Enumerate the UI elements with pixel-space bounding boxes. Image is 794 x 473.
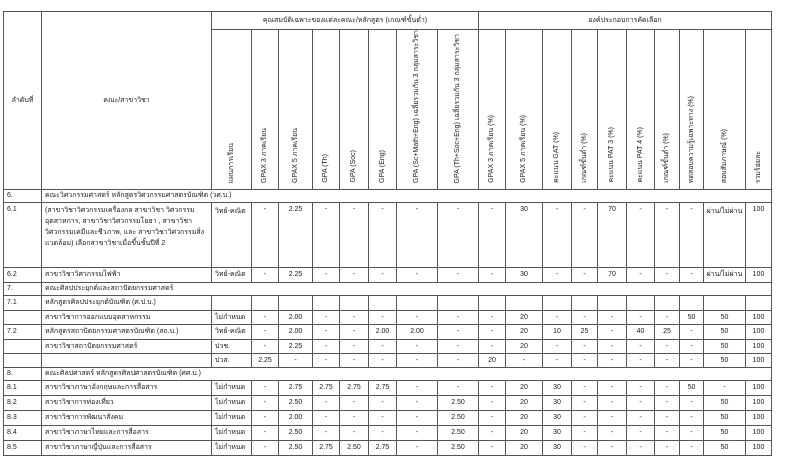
- table-cell: -: [252, 410, 279, 425]
- table-cell: -: [655, 339, 680, 353]
- table-cell: 20: [506, 395, 543, 410]
- table-cell: -: [313, 353, 340, 367]
- table-cell: ไม่กำหนด: [212, 425, 252, 440]
- table-cell: 100: [746, 425, 772, 440]
- section-number: 6.: [4, 189, 42, 202]
- table-cell: 70: [598, 202, 627, 267]
- header-group-qualifications: คุณสมบัติเฉพาะของแต่ละคณะ/หลักสูตร (เกณฑ์ขั้นต่ำ): [212, 12, 479, 30]
- table-cell: 20: [506, 324, 543, 339]
- table-cell: -: [369, 410, 397, 425]
- column-header: แผนการเรียน: [212, 30, 252, 190]
- program-name: สาขาวิชาวิศวกรรมไฟฟ้า: [42, 267, 212, 282]
- table-row: [4, 339, 772, 353]
- table-cell: -: [655, 202, 680, 267]
- table-cell: -: [340, 410, 369, 425]
- table-cell: [279, 295, 313, 310]
- table-cell: -: [438, 267, 479, 282]
- column-header: GPA (Th+Soc+Eng) เฉลี่ยรวมกัน 3 กลุ่มสาระวิชา: [438, 30, 479, 190]
- row-number: [4, 310, 42, 324]
- column-header: GPA (Sc+Math+Eng) เฉลี่ยรวมกัน 3 กลุ่มสาระวิชา: [397, 30, 438, 190]
- column-header: รวมร้อยละ: [746, 30, 772, 190]
- table-cell: -: [598, 324, 627, 339]
- table-row: [4, 310, 772, 324]
- table-cell: -: [313, 410, 340, 425]
- table-cell: -: [340, 353, 369, 367]
- table-cell: 2.25: [252, 353, 279, 367]
- table-cell: -: [655, 440, 680, 455]
- table-cell: -: [680, 425, 704, 440]
- table-cell: -: [627, 353, 655, 367]
- column-header: GPA (Soc): [340, 30, 369, 190]
- table-cell: [397, 295, 438, 310]
- table-cell: 2.00: [279, 410, 313, 425]
- row-number: 8.2: [4, 395, 42, 410]
- program-name: [42, 353, 212, 367]
- table-cell: -: [680, 395, 704, 410]
- table-cell: 50: [704, 310, 746, 324]
- table-cell: [627, 295, 655, 310]
- table-cell: 25: [655, 324, 680, 339]
- row-number: 7.2: [4, 324, 42, 339]
- table-cell: -: [479, 202, 506, 267]
- table-cell: -: [627, 425, 655, 440]
- table-cell: -: [572, 339, 598, 353]
- table-cell: วิทย์-คณิต: [212, 202, 252, 267]
- column-header: GPA (Eng): [369, 30, 397, 190]
- table-cell: 2.50: [279, 440, 313, 455]
- table-cell: -: [313, 425, 340, 440]
- table-cell: -: [438, 324, 479, 339]
- table-cell: -: [655, 310, 680, 324]
- program-name: สาขาวิชาการท่องเที่ยว: [42, 395, 212, 410]
- table-cell: -: [680, 353, 704, 367]
- table-cell: [655, 295, 680, 310]
- table-cell: 2.75: [313, 440, 340, 455]
- table-cell: -: [543, 353, 572, 367]
- column-header: GPAX 5 ภาคเรียน (%): [506, 30, 543, 190]
- column-header: GPAX 3 ภาคเรียน (%): [479, 30, 506, 190]
- table-cell: -: [680, 324, 704, 339]
- table-cell: -: [313, 267, 340, 282]
- section-title: คณะวิศวกรรมศาสตร์ หลักสูตรวิศวกรรมศาสตรบัณฑิต (วศ.บ.): [42, 189, 772, 202]
- table-cell: -: [598, 310, 627, 324]
- table-cell: -: [704, 380, 746, 395]
- table-cell: -: [543, 202, 572, 267]
- table-cell: [543, 295, 572, 310]
- table-cell: -: [252, 339, 279, 353]
- section-row: [4, 189, 772, 202]
- table-cell: -: [397, 410, 438, 425]
- table-cell: ผ่าน/ไม่ผ่าน: [704, 202, 746, 267]
- table-cell: -: [680, 339, 704, 353]
- table-cell: 2.00: [279, 310, 313, 324]
- table-cell: 50: [704, 339, 746, 353]
- table-cell: -: [340, 202, 369, 267]
- table-cell: -: [572, 310, 598, 324]
- table-cell: -: [680, 440, 704, 455]
- table-cell: -: [252, 380, 279, 395]
- table-cell: -: [572, 425, 598, 440]
- table-cell: -: [572, 353, 598, 367]
- table-row: [4, 295, 772, 310]
- table-cell: 20: [506, 425, 543, 440]
- section-title: คณะศิลปศาสตร์ หลักสูตรศิลปศาสตรบัณฑิต (ศศ.บ.): [42, 367, 772, 380]
- table-cell: [506, 295, 543, 310]
- table-cell: -: [340, 267, 369, 282]
- table-cell: -: [479, 440, 506, 455]
- table-cell: 100: [746, 410, 772, 425]
- table-cell: 2.50: [438, 425, 479, 440]
- section-number: 8.: [4, 367, 42, 380]
- table-cell: 2.75: [313, 380, 340, 395]
- table-cell: วิทย์-คณิต: [212, 267, 252, 282]
- column-header: คะแนน GAT (%): [543, 30, 572, 190]
- table-cell: -: [397, 353, 438, 367]
- table-cell: -: [572, 395, 598, 410]
- table-cell: 20: [506, 310, 543, 324]
- table-cell: -: [627, 339, 655, 353]
- row-number: 8.5: [4, 440, 42, 455]
- table-cell: -: [369, 310, 397, 324]
- table-cell: 2.25: [279, 339, 313, 353]
- table-cell: -: [397, 267, 438, 282]
- table-row: [4, 440, 772, 455]
- table-cell: -: [479, 410, 506, 425]
- table-cell: -: [438, 310, 479, 324]
- table-cell: -: [369, 353, 397, 367]
- table-cell: ปวช.: [212, 339, 252, 353]
- table-cell: -: [340, 324, 369, 339]
- table-cell: 30: [543, 425, 572, 440]
- table-cell: 100: [746, 202, 772, 267]
- row-number: [4, 339, 42, 353]
- column-header: ทดสอบความรู้เฉพาะทาง (%): [680, 30, 704, 190]
- table-cell: [479, 295, 506, 310]
- table-cell: -: [397, 395, 438, 410]
- table-cell: -: [598, 440, 627, 455]
- table-cell: -: [479, 267, 506, 282]
- table-cell: -: [313, 202, 340, 267]
- table-cell: ไม่กำหนด: [212, 410, 252, 425]
- column-header: คะแนน PAT 3 (%): [598, 30, 627, 190]
- table-cell: -: [369, 202, 397, 267]
- column-header: GPA (Th): [313, 30, 340, 190]
- header-seq: ลำดับที่: [4, 12, 42, 190]
- table-cell: [313, 295, 340, 310]
- table-cell: 70: [598, 267, 627, 282]
- header-group-selection: องค์ประกอบการคัดเลือก: [479, 12, 772, 30]
- table-cell: 100: [746, 440, 772, 455]
- table-cell: -: [680, 267, 704, 282]
- section-row: [4, 282, 772, 295]
- column-header: เกณฑ์ขั้นต่ำ (%): [655, 30, 680, 190]
- program-name: สาขาวิชาภาษาญี่ปุ่นและการสื่อสาร: [42, 440, 212, 455]
- program-name: สาขาวิชาสถาปัตยกรรมศาสตร์: [42, 339, 212, 353]
- table-cell: 50: [704, 395, 746, 410]
- table-cell: -: [655, 353, 680, 367]
- table-cell: 2.50: [340, 440, 369, 455]
- table-cell: -: [252, 425, 279, 440]
- table-cell: -: [627, 410, 655, 425]
- table-cell: -: [369, 395, 397, 410]
- table-cell: 50: [680, 310, 704, 324]
- table-cell: -: [313, 310, 340, 324]
- table-cell: -: [598, 353, 627, 367]
- table-cell: -: [543, 339, 572, 353]
- table-cell: [704, 295, 746, 310]
- program-name: สาขาวิชาภาษาอังกฤษและการสื่อสาร: [42, 380, 212, 395]
- table-cell: 30: [543, 380, 572, 395]
- table-cell: 2.00: [369, 324, 397, 339]
- table-cell: -: [572, 267, 598, 282]
- table-cell: 30: [506, 267, 543, 282]
- table-cell: [369, 295, 397, 310]
- table-cell: 2.00: [397, 324, 438, 339]
- table-cell: -: [655, 380, 680, 395]
- table-cell: -: [340, 425, 369, 440]
- program-name: (สาขาวิชาวิศวกรรมเครื่องกล สาขาวิชา วิศวกรรมอุตสาหการ, สาขาวิชาวิศวกรรมโยธา , สาขาวิชาวิศวกรรมเคมีและชีวภาพ, และ สาขาวิชาวิศวกรรมสิ่งแวดล้อม) เลือกสาขาวิชาเมื่อขึ้นชั้นปีที่ 2: [42, 202, 212, 267]
- table-cell: 30: [506, 202, 543, 267]
- header-faculty: คณะ/สาขาวิชา: [42, 12, 212, 190]
- table-cell: ผ่าน/ไม่ผ่าน: [704, 267, 746, 282]
- table-cell: 2.50: [438, 395, 479, 410]
- table-cell: -: [397, 310, 438, 324]
- table-cell: 50: [704, 425, 746, 440]
- table-cell: ปวส.: [212, 353, 252, 367]
- table-row: [4, 353, 772, 367]
- section-title: คณะศิลปประยุกต์และสถาปัตยกรรมศาสตร์: [42, 282, 772, 295]
- table-cell: -: [598, 425, 627, 440]
- table-cell: 30: [543, 440, 572, 455]
- table-cell: -: [252, 310, 279, 324]
- table-cell: -: [438, 353, 479, 367]
- table-cell: [598, 295, 627, 310]
- table-cell: -: [627, 267, 655, 282]
- table-cell: 100: [746, 324, 772, 339]
- table-cell: -: [397, 425, 438, 440]
- row-number: 7.1: [4, 295, 42, 310]
- table-cell: -: [655, 395, 680, 410]
- table-cell: -: [598, 339, 627, 353]
- program-name: สาขาวิชาการออกแบบอุตสาหกรรม: [42, 310, 212, 324]
- table-cell: 100: [746, 339, 772, 353]
- table-cell: 25: [572, 324, 598, 339]
- table-cell: [438, 295, 479, 310]
- table-cell: วิทย์-คณิต: [212, 324, 252, 339]
- table-cell: 100: [746, 395, 772, 410]
- table-cell: -: [598, 395, 627, 410]
- table-cell: -: [572, 410, 598, 425]
- table-cell: -: [627, 440, 655, 455]
- table-cell: 20: [506, 380, 543, 395]
- row-number: 8.1: [4, 380, 42, 395]
- table-cell: -: [598, 380, 627, 395]
- table-cell: 2.50: [438, 440, 479, 455]
- column-header: สอบสัมภาษณ์ (%): [704, 30, 746, 190]
- table-cell: 20: [506, 339, 543, 353]
- table-cell: -: [479, 395, 506, 410]
- table-cell: 30: [543, 395, 572, 410]
- column-header: GPAX 5 ภาคเรียน: [279, 30, 313, 190]
- table-cell: -: [479, 339, 506, 353]
- table-row: [4, 267, 772, 282]
- table-cell: -: [438, 202, 479, 267]
- table-cell: 20: [479, 353, 506, 367]
- table-cell: 2.50: [279, 395, 313, 410]
- table-cell: -: [479, 425, 506, 440]
- table-cell: -: [680, 202, 704, 267]
- table-cell: -: [340, 310, 369, 324]
- table-cell: 2.50: [279, 425, 313, 440]
- table-cell: -: [252, 395, 279, 410]
- table-cell: -: [479, 324, 506, 339]
- table-row: [4, 395, 772, 410]
- table-cell: -: [479, 380, 506, 395]
- row-number: 6.2: [4, 267, 42, 282]
- table-cell: -: [627, 395, 655, 410]
- row-number: 6.1: [4, 202, 42, 267]
- table-cell: 2.50: [438, 410, 479, 425]
- table-cell: -: [397, 339, 438, 353]
- table-cell: -: [572, 440, 598, 455]
- table-cell: -: [543, 267, 572, 282]
- table-cell: -: [655, 410, 680, 425]
- table-cell: -: [369, 267, 397, 282]
- table-cell: 2.00: [279, 324, 313, 339]
- table-row: [4, 425, 772, 440]
- table-cell: -: [627, 380, 655, 395]
- table-cell: 2.25: [279, 267, 313, 282]
- section-row: [4, 367, 772, 380]
- row-number: 8.4: [4, 425, 42, 440]
- table-cell: -: [252, 440, 279, 455]
- table-cell: 2.75: [279, 380, 313, 395]
- table-cell: -: [313, 395, 340, 410]
- table-cell: ไม่กำหนด: [212, 440, 252, 455]
- table-cell: [340, 295, 369, 310]
- table-cell: ไม่กำหนด: [212, 380, 252, 395]
- table-cell: -: [598, 410, 627, 425]
- table-cell: -: [506, 353, 543, 367]
- table-row: [4, 380, 772, 395]
- table-cell: -: [397, 440, 438, 455]
- table-cell: -: [252, 324, 279, 339]
- table-cell: -: [252, 267, 279, 282]
- table-cell: -: [572, 202, 598, 267]
- table-cell: -: [369, 425, 397, 440]
- table-cell: -: [397, 380, 438, 395]
- table-row: [4, 202, 772, 267]
- table-cell: -: [313, 339, 340, 353]
- section-number: 7.: [4, 282, 42, 295]
- table-cell: ไม่กำหนด: [212, 395, 252, 410]
- table-cell: -: [252, 202, 279, 267]
- table-cell: 10: [543, 324, 572, 339]
- table-cell: -: [438, 339, 479, 353]
- program-name: สาขาวิชาการพัฒนาสังคม: [42, 410, 212, 425]
- table-cell: 100: [746, 267, 772, 282]
- table-cell: 2.75: [340, 380, 369, 395]
- table-cell: 2.75: [369, 380, 397, 395]
- table-cell: -: [369, 339, 397, 353]
- program-name: สาขาวิชาภาษาไทยและการสื่อสาร: [42, 425, 212, 440]
- table-cell: -: [397, 202, 438, 267]
- table-cell: -: [438, 380, 479, 395]
- table-cell: -: [627, 202, 655, 267]
- row-number: [4, 353, 42, 367]
- table-cell: 40: [627, 324, 655, 339]
- table-cell: [212, 295, 252, 310]
- table-cell: -: [340, 395, 369, 410]
- table-cell: -: [479, 310, 506, 324]
- table-cell: [680, 295, 704, 310]
- table-cell: 20: [506, 410, 543, 425]
- table-cell: [252, 295, 279, 310]
- table-cell: 100: [746, 353, 772, 367]
- table-cell: 100: [746, 310, 772, 324]
- table-cell: -: [279, 353, 313, 367]
- table-cell: -: [340, 339, 369, 353]
- program-name: หลักสูตรสถาปัตยกรรมศาสตรบัณฑิต (สถ.บ.): [42, 324, 212, 339]
- table-row: [4, 324, 772, 339]
- table-cell: -: [543, 310, 572, 324]
- row-number: 8.3: [4, 410, 42, 425]
- table-cell: -: [572, 380, 598, 395]
- table-cell: -: [655, 267, 680, 282]
- table-cell: 50: [704, 353, 746, 367]
- table-row: [4, 410, 772, 425]
- table-cell: 50: [680, 380, 704, 395]
- table-cell: 2.75: [369, 440, 397, 455]
- table-cell: 100: [746, 380, 772, 395]
- program-name: หลักสูตรศิลปประยุกต์บัณฑิต (ศ.ป.บ.): [42, 295, 212, 310]
- table-cell: -: [655, 425, 680, 440]
- table-cell: 50: [704, 324, 746, 339]
- table-cell: 50: [704, 440, 746, 455]
- table-cell: 2.25: [279, 202, 313, 267]
- table-cell: 30: [543, 410, 572, 425]
- column-header: คะแนน PAT 4 (%): [627, 30, 655, 190]
- table-cell: 50: [704, 410, 746, 425]
- table-cell: 20: [506, 440, 543, 455]
- table-cell: [746, 295, 772, 310]
- admission-criteria-table: [3, 11, 772, 456]
- table-cell: [572, 295, 598, 310]
- table-cell: -: [627, 310, 655, 324]
- table-cell: -: [313, 324, 340, 339]
- table-cell: -: [680, 410, 704, 425]
- table-cell: ไม่กำหนด: [212, 310, 252, 324]
- column-header: GPAX 3 ภาคเรียน: [252, 30, 279, 190]
- column-header: เกณฑ์ขั้นต่ำ (%): [572, 30, 598, 190]
